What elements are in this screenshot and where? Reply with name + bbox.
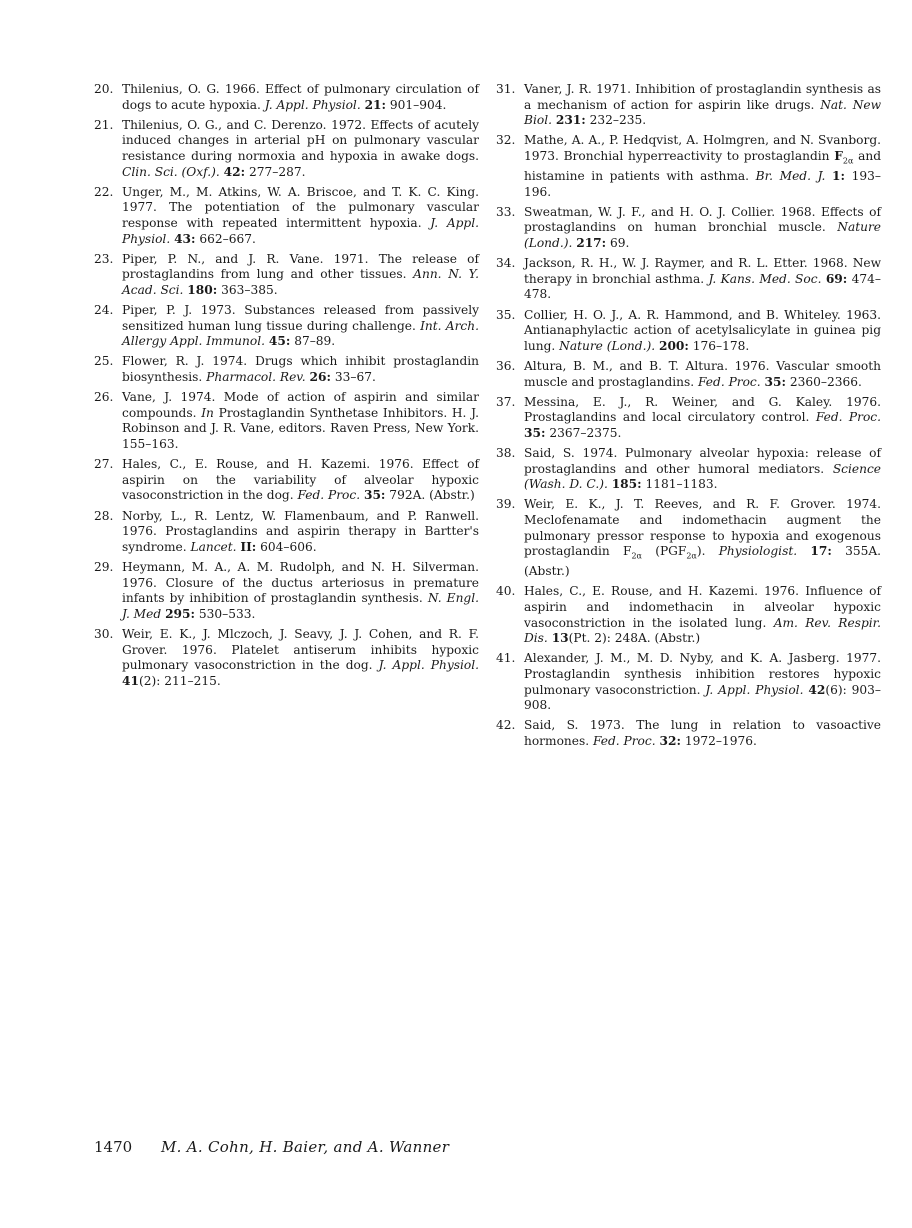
reference-entry — [94, 560, 479, 622]
reference-volume: 21: — [364, 97, 387, 112]
reference-text: 69. — [606, 235, 630, 250]
reference-volume: 231: — [555, 113, 586, 128]
reference-entry — [496, 395, 881, 442]
reference-volume: 13 — [551, 631, 569, 646]
reference-text: ). — [696, 544, 719, 559]
reference-text: Vane, J. 1974. Mode of action of aspirin and similar compounds. — [122, 390, 479, 420]
reference-text: Thilenius, O. G. 1966. Effect of pulmonary circulation of dogs to acute hypoxia. — [122, 82, 479, 112]
reference-text: (6): 903–908. — [524, 682, 881, 713]
reference-number: 24. — [94, 303, 114, 318]
reference-text: Weir, E. K., J. Mlczoch, J. Seavy, J. J. Cohen, and R. F. Grover. 1976. Platelet antiserum inhibits hypoxic pulmonary vasoconstriction in the dog. — [122, 626, 479, 673]
reference-volume: 45: — [268, 334, 291, 349]
reference-number: 37. — [496, 394, 516, 409]
reference-entry — [496, 308, 881, 355]
reference-text: Collier, H. O. J., A. R. Hammond, and B. Whiteley. 1963. Antianaphylactic action of acetylsalicylate in guinea pig lung. — [524, 307, 881, 353]
reference-text: 363–385. — [217, 282, 278, 297]
reference-number: 27. — [94, 457, 114, 472]
reference-volume: 295: — [165, 606, 196, 621]
reference-text: Heymann, M. A., A. M. Rudolph, and N. H. Silverman. 1976. Closure of the ductus arteriosus in premature infants by inhibition of prostaglandin synthesis. — [122, 559, 479, 606]
reference-text: Altura, B. M., and B. T. Altura. 1976. Vascular smooth muscle and prostaglandins. — [524, 358, 881, 389]
reference-text: Jackson, R. H., W. J. Raymer, and R. L. Etter. 1968. New therapy in bronchial asthma. — [524, 256, 881, 286]
reference-number: 21. — [94, 117, 114, 132]
reference-journal: Nature (Lond.). — [524, 220, 881, 250]
reference-volume: 185: — [611, 477, 642, 492]
reference-number: 29. — [94, 559, 114, 574]
reference-text: (PGF — [641, 544, 687, 559]
reference-volume: 42 — [808, 682, 826, 697]
reference-journal: Lancet. — [190, 539, 237, 554]
reference-number: 33. — [496, 204, 516, 219]
reference-entry — [496, 256, 881, 303]
reference-text: Said, S. 1973. The lung in relation to vasoactive hormones. — [524, 718, 881, 748]
reference-volume: 26: — [309, 370, 331, 385]
reference-volume: 41 — [122, 673, 139, 688]
reference-entry — [94, 627, 479, 689]
reference-journal: Fed. Proc. — [815, 410, 881, 425]
reference-number: 30. — [94, 626, 114, 641]
reference-entry — [94, 354, 479, 385]
reference-text: 277–287. — [245, 164, 306, 179]
reference-number: 40. — [496, 584, 516, 599]
reference-text: 474–478. — [524, 271, 882, 302]
reference-journal: Br. Med. J. — [755, 169, 826, 183]
reference-entry — [94, 185, 479, 247]
reference-volume: F — [834, 148, 843, 163]
reference-journal: J. Appl. Physiol. — [705, 682, 804, 697]
reference-text: 792A. (Abstr.) — [385, 488, 475, 503]
reference-journal: Nat. New Biol. — [524, 97, 882, 128]
reference-volume: 35: — [524, 425, 546, 440]
reference-text: Vaner, J. R. 1971. Inhibition of prostaglandin synthesis as a mechanism of action for aspirin like drugs. — [524, 82, 881, 112]
reference-entry — [496, 359, 881, 390]
reference-number: 26. — [94, 390, 114, 405]
reference-text: Messina, E. J., R. Weiner, and G. Kaley. 1976. Prostaglandins and local circulatory control. — [524, 394, 881, 425]
reference-volume: 43: — [174, 231, 196, 246]
reference-entry — [94, 252, 479, 299]
references-left-column — [94, 82, 479, 694]
reference-text: (Pt. 2): 248A. (Abstr.) — [568, 631, 701, 646]
reference-number: 32. — [496, 133, 516, 148]
reference-text: 901–904. — [386, 97, 447, 112]
reference-number: 36. — [496, 358, 516, 373]
reference-number: 38. — [496, 446, 516, 461]
reference-number: 28. — [94, 508, 114, 523]
reference-entry — [94, 82, 479, 113]
reference-entry — [496, 718, 881, 749]
reference-text: 662–667. — [195, 231, 256, 246]
reference-volume: II: — [240, 539, 257, 554]
reference-text: 604–606. — [256, 539, 317, 554]
running-authors: M. A. Cohn, H. Baier, and A. Wanner — [160, 1138, 450, 1156]
reference-volume: 35: — [363, 488, 386, 503]
reference-text: 176–178. — [688, 338, 750, 353]
reference-text: Said, S. 1974. Pulmonary alveolar hypoxia: release of prostaglandins and other humoral mediators. — [524, 446, 881, 476]
reference-number: 20. — [94, 82, 114, 96]
reference-entry — [496, 82, 881, 129]
reference-text: 530–533. — [195, 606, 256, 621]
reference-volume: 17: — [810, 544, 832, 559]
reference-text: (2): 211–215. — [138, 673, 221, 688]
reference-journal: J. Appl. Physiol. — [264, 97, 361, 112]
reference-number: 39. — [496, 497, 516, 512]
reference-text: 2α — [842, 156, 854, 166]
reference-number: 23. — [94, 251, 114, 266]
reference-volume: 180: — [187, 282, 218, 297]
reference-journal: Clin. Sci. (Oxf.). — [122, 164, 220, 179]
reference-entry — [496, 651, 881, 713]
reference-volume: 200: — [658, 338, 689, 353]
reference-text: Piper, P. J. 1973. Substances released from passively sensitized human lung tissue during challenge. — [122, 303, 479, 333]
reference-volume: 1: — [832, 169, 846, 183]
reference-text: 87–89. — [290, 334, 336, 349]
reference-text: Hales, C., E. Rouse, and H. Kazemi. 1976. Effect of aspirin on the variability of alveolar hypoxic vasoconstriction in the dog. — [122, 457, 479, 503]
reference-text: 2360–2366. — [785, 374, 862, 389]
reference-journal: J. Appl. Physiol. — [378, 658, 479, 673]
reference-text: 1972–1976. — [680, 733, 757, 748]
reference-text: Thilenius, O. G., and C. Derenzo. 1972. Effects of acutely induced changes in arterial pH on pulmonary vascular resistance during normoxia and hypoxia in awake dogs. — [122, 117, 479, 163]
reference-journal: In — [201, 405, 214, 420]
reference-text: and histamine in patients with asthma. — [524, 148, 882, 183]
reference-text — [797, 544, 810, 558]
reference-text: 355A. (Abstr.) — [524, 544, 882, 579]
reference-journal: Int. Arch. Allergy Appl. Immunol. — [122, 318, 479, 349]
reference-volume: 69: — [825, 271, 848, 286]
page-number: 1470 — [94, 1138, 133, 1156]
reference-journal: Physiologist. — [718, 544, 798, 559]
page-footer — [94, 1138, 449, 1156]
reference-entry — [94, 509, 479, 556]
reference-journal: N. Engl. J. Med — [122, 591, 479, 621]
reference-text: Unger, M., M. Atkins, W. A. Briscoe, and T. K. C. King. 1977. The potentiation of the pulmonary vascular response with repeated intermittent hypoxia. — [122, 184, 479, 230]
reference-text: 2α — [631, 551, 642, 561]
reference-volume: 32: — [659, 733, 681, 748]
reference-text: 1181–1183. — [641, 477, 718, 492]
reference-volume: 217: — [576, 235, 607, 250]
reference-journal: Nature (Lond.). — [559, 338, 656, 353]
reference-number: 22. — [94, 184, 114, 199]
reference-text: Weir, E. K., J. T. Reeves, and R. F. Grover. 1974. Meclofenamate and indomethacin augment the pulmonary pressor response to hypoxia and exogenous prostaglandin F — [524, 497, 881, 559]
reference-text: Piper, P. N., and J. R. Vane. 1971. The release of prostaglandins from lung and other tissues. — [122, 251, 479, 282]
reference-volume: 42: — [223, 164, 246, 179]
reference-journal: Pharmacol. Rev. — [206, 370, 306, 385]
reference-text: Alexander, J. M., M. D. Nyby, and K. A. Jasberg. 1977. Prostaglandin synthesis inhibition restores hypoxic pulmonary vasoconstriction. — [524, 651, 881, 697]
reference-entry — [496, 205, 881, 252]
reference-volume: 35: — [764, 374, 786, 389]
reference-entry — [94, 118, 479, 180]
reference-text: Prostaglandin Synthetase Inhibitors. H. J. Robinson and J. R. Vane, editors. Raven Press, New York. 155–163. — [122, 405, 479, 452]
reference-text: 232–235. — [585, 113, 647, 128]
reference-journal: Fed. Proc. — [592, 733, 656, 748]
reference-journal: Science (Wash. D. C.). — [524, 461, 881, 492]
reference-text: Mathe, A. A., P. Hedqvist, A. Holmgren, and N. Svanborg. 1973. Bronchial hyperreactivity to prostaglandin — [524, 133, 881, 163]
reference-text: Hales, C., E. Rouse, and H. Kazemi. 1976. Influence of aspirin and indomethacin in alveolar hypoxic vasoconstriction in the isolated lung. — [524, 584, 881, 630]
reference-number: 35. — [496, 307, 516, 322]
references-right-column — [496, 82, 881, 754]
reference-text: 33–67. — [330, 370, 376, 385]
reference-journal: J. Appl. Physiol. — [122, 215, 479, 246]
reference-number: 34. — [496, 256, 516, 271]
reference-entry — [496, 446, 881, 493]
reference-journal: Fed. Proc. — [297, 488, 361, 503]
reference-number: 42. — [496, 718, 516, 733]
reference-journal: Am. Rev. Respir. Dis. — [524, 615, 881, 646]
reference-entry — [496, 584, 881, 646]
reference-entry — [496, 497, 881, 579]
reference-journal: J. Kans. Med. Soc. — [708, 271, 822, 286]
reference-text: 2α — [686, 551, 697, 561]
reference-entry — [94, 390, 479, 452]
reference-number: 31. — [496, 82, 516, 96]
reference-text: Flower, R. J. 1974. Drugs which inhibit prostaglandin biosynthesis. — [122, 354, 479, 385]
reference-journal: Fed. Proc. — [698, 374, 761, 389]
reference-journal: Ann. N. Y. Acad. Sci. — [122, 267, 479, 297]
reference-number: 41. — [496, 651, 516, 666]
reference-entry — [94, 457, 479, 504]
reference-number: 25. — [94, 354, 114, 369]
reference-entry — [496, 133, 881, 200]
reference-text: Norby, L., R. Lentz, W. Flamenbaum, and P. Ranwell. 1976. Prostaglandins and aspirin therapy in Bartter's syndrome. — [122, 508, 479, 554]
reference-entry — [94, 303, 479, 350]
reference-text: 2367–2375. — [545, 425, 622, 440]
reference-text: Sweatman, W. J. F., and H. O. J. Collier. 1968. Effects of prostaglandins on human bronchial muscle. — [524, 204, 881, 235]
reference-text: 193–196. — [524, 169, 882, 199]
